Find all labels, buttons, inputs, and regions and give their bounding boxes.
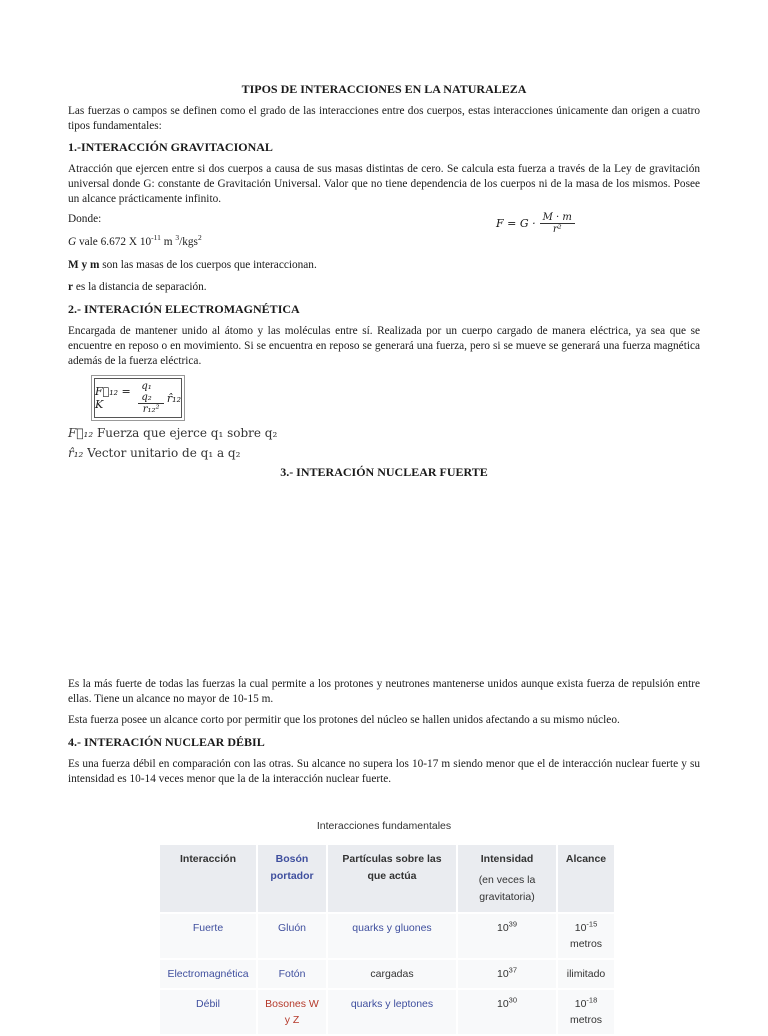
intro-paragraph: Las fuerzas o campos se definen como el grado de las interacciones entre dos cuerpos, estas interacciones únicamente dan origen a cuatro tipos fundamentales: <box>68 105 700 132</box>
force-vector-description: Fuerza que ejerce q₁ sobre q₂ <box>93 426 278 440</box>
g-units-exponent: 3 <box>175 233 180 243</box>
intensity-exponent: 39 <box>508 919 518 929</box>
range-unit: metros <box>569 1014 603 1026</box>
coulomb-formula-lhs: F⃗₁₂ = K <box>95 385 131 411</box>
interaction-link[interactable]: Fuerte <box>192 922 224 934</box>
intensity-base: 10 <box>496 998 509 1010</box>
cell-intensity <box>458 990 556 1034</box>
masses-symbols: M y m <box>68 259 100 271</box>
intensity-exponent: 30 <box>508 995 518 1005</box>
cell-range <box>558 990 614 1034</box>
cell-intensity <box>458 960 556 988</box>
particles-link[interactable]: quarks y gluones <box>352 922 432 934</box>
strong-paragraph-2: Esta fuerza posee un alcance corto por permitir que los protones del núcleo se hallen unidos afectando a su mismo núcleo. <box>68 714 620 726</box>
g-units: m <box>160 236 176 248</box>
g-units-end: /kgs <box>179 236 198 248</box>
coulomb-formula-fraction <box>138 381 164 415</box>
header-boson <box>258 845 326 912</box>
header-intensity-label: Intensidad <box>480 853 534 865</box>
range-exponent: -18 <box>586 995 598 1005</box>
weak-paragraph: Es una fuerza débil en comparación con las otras. Su alcance no supera los 10-17 m siendo menor que el de interacción nuclear fuerte y su intensidad es 10-14 veces menor que la de la interacción nuclear fuerte. <box>68 758 700 785</box>
gravitation-formula-lhs: F = G · <box>496 217 536 230</box>
heading-weak-nuclear: 4.- INTERACIÓN NUCLEAR DÉBIL <box>68 735 265 749</box>
gravitation-numerator: M · m <box>540 212 575 224</box>
masses-description: son las masas de los cuerpos que interaccionan. <box>99 259 317 271</box>
force-definition-line <box>68 426 277 440</box>
table-row <box>160 990 614 1034</box>
unit-vector-definition-line <box>68 446 240 460</box>
header-intensity-note: (en veces la gravitatoria) <box>478 874 536 903</box>
gravitational-paragraph: Atracción que ejercen entre si dos cuerpos a causa de sus masas distintas de cero. Se calcula esta fuerza a través de la Ley de gravitación universal donde G: constante de Gravitación Universal. Valor que no tiene dependencia de los cuerpos ni de la masa de los mismos. Posee un alcance prácticamente infinito. <box>68 163 700 205</box>
header-interaction: Interacción <box>160 845 256 912</box>
g-exponent: -11 <box>151 233 161 243</box>
cell-interaction <box>160 960 256 988</box>
distance-symbol: r <box>68 281 74 293</box>
header-range: Alcance <box>558 845 614 912</box>
unit-vector-symbol: r̂₁₂ <box>68 446 84 460</box>
range-base: 10 <box>574 998 587 1010</box>
boson-link[interactable]: Gluón <box>277 922 307 934</box>
cell-boson <box>258 914 326 958</box>
heading-gravitational: 1.-INTERACCIÓN GRAVITACIONAL <box>68 140 273 154</box>
cell-interaction <box>160 990 256 1034</box>
cell-boson <box>258 990 326 1034</box>
header-intensity <box>458 845 556 912</box>
range-exponent: -15 <box>586 919 598 929</box>
g-constant-line <box>68 233 202 248</box>
intensity-base: 10 <box>496 922 509 934</box>
gravitation-formula <box>496 212 575 235</box>
interaction-link[interactable]: Electromagnética <box>167 968 249 980</box>
strong-paragraph-1: Es la más fuerte de todas las fuerzas la cual permite a los protones y neutrones mantenerse unidos aunque exista fuerza de repulsión entre ellas. Tiene un alcance no mayor de 10-15 m. <box>68 678 700 705</box>
heading-electromagnetic: 2.- INTERACIÓN ELECTROMAGNÉTICA <box>68 302 300 316</box>
boson-link[interactable]: Fotón <box>278 968 306 980</box>
g-units-exponent-2: 2 <box>197 233 202 243</box>
range-base: 10 <box>574 922 587 934</box>
particles-link[interactable]: quarks y leptones <box>350 998 434 1010</box>
unit-vector-description: Vector unitario de q₁ a q₂ <box>83 446 241 460</box>
intensity-base: 10 <box>496 968 509 980</box>
gravitation-formula-fraction <box>540 212 575 235</box>
intensity-exponent: 37 <box>508 965 518 975</box>
coulomb-formula <box>94 378 182 418</box>
table-caption: Interacciones fundamentales <box>316 820 452 832</box>
coulomb-denominator: r₁₂² <box>142 404 160 415</box>
cell-particles <box>328 914 456 958</box>
electromagnetic-paragraph: Encargada de mantener unido al átomo y las moléculas entre sí. Realizada por un cuerpo cargado de manera eléctrica, ya sea que se encuentre en reposo o en movimiento. Si se encuentra en reposo se generará una fuerza, pero si se mueve se generará una fuerza magnética además de la fuerza eléctrica. <box>68 325 700 367</box>
gravitation-denominator: r² <box>552 224 562 235</box>
table-header-row <box>160 845 614 912</box>
force-vector-symbol: F⃗₁₂ <box>68 426 94 440</box>
header-boson-link[interactable]: Bosón portador <box>270 853 314 882</box>
donde-label: Donde: <box>68 213 102 225</box>
g-value: vale 6.672 X 10 <box>76 236 152 248</box>
distance-description: es la distancia de separación. <box>73 281 207 293</box>
cell-range <box>558 914 614 958</box>
header-particles: Partículas sobre las que actúa <box>328 845 456 912</box>
table-row <box>160 960 614 988</box>
heading-strong-nuclear: 3.- INTERACIÓN NUCLEAR FUERTE <box>280 465 488 479</box>
boson-link[interactable]: Bosones W y Z <box>265 998 319 1026</box>
cell-particles <box>328 990 456 1034</box>
g-symbol: G <box>68 236 77 248</box>
interactions-table <box>158 843 616 1036</box>
range-unit: metros <box>569 938 603 950</box>
table-row <box>160 914 614 958</box>
interaction-link[interactable]: Débil <box>196 998 220 1010</box>
distance-line <box>68 281 207 293</box>
document-title: TIPOS DE INTERACCIONES EN LA NATURALEZA <box>241 82 527 96</box>
coulomb-unit-vector: r̂₁₂ <box>166 391 181 405</box>
cell-intensity <box>458 914 556 958</box>
masses-line <box>68 259 317 271</box>
cell-particles: cargadas <box>328 960 456 988</box>
cell-boson <box>258 960 326 988</box>
cell-range: ilimitado <box>558 960 614 988</box>
coulomb-numerator: q₁ q₂ <box>138 381 164 404</box>
cell-interaction <box>160 914 256 958</box>
